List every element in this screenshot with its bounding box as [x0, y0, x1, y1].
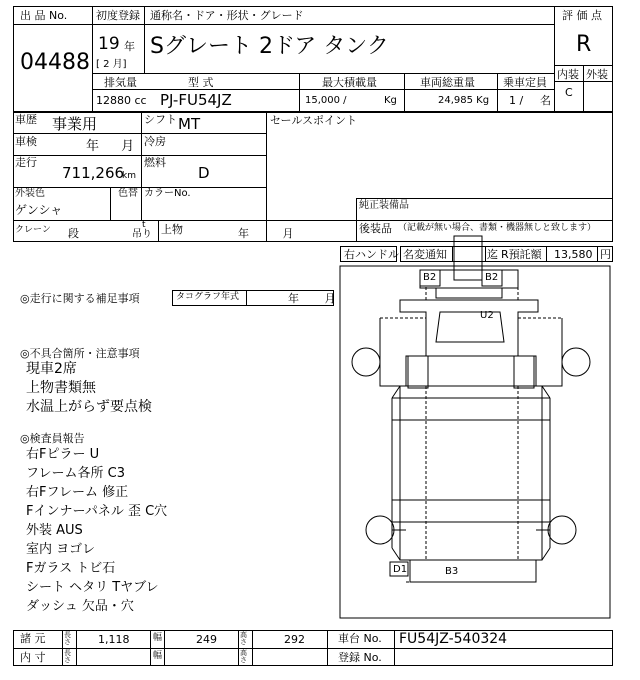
- gross-weight-label: 車両総重量: [420, 76, 475, 89]
- aftermarket-label: 後装品: [359, 222, 392, 235]
- interior-grade: C: [565, 86, 573, 99]
- chassis-label: 車台 No.: [338, 632, 382, 645]
- supplement-title: ◎走行に関する補足事項: [20, 292, 140, 305]
- color-change-label: 色替: [118, 188, 138, 199]
- crane-stage: 段: [68, 227, 79, 240]
- height-value: 292: [284, 633, 305, 646]
- gross-weight-value: 24,985 Kg: [438, 95, 490, 106]
- vehicle-name: Sグレート 2ドア タンク: [150, 34, 389, 59]
- displacement-value: 12880 cc: [96, 94, 147, 107]
- reg-label: 登録 No.: [338, 651, 382, 664]
- interior-size-label: 内 寸: [20, 651, 46, 664]
- ext-color-value: ゲンシャ: [15, 203, 63, 217]
- spec-label: 諸 元: [20, 632, 46, 645]
- shift-label: シフト: [144, 113, 177, 126]
- capacity-unit: 名: [540, 94, 551, 107]
- inspector-item: シート ヘタリ Tヤブレ: [26, 580, 159, 595]
- inspection-label: 車検: [15, 135, 37, 148]
- model-label: 通称名・ドア・形状・グレード: [150, 9, 304, 22]
- inspector-item: フレーム各所 C3: [26, 466, 125, 481]
- lot-label: 出 品 No.: [20, 9, 68, 22]
- crane-label: クレーン: [15, 225, 51, 235]
- length-label-2: 長さ: [64, 649, 71, 664]
- inspector-item: 外装 AUS: [26, 523, 83, 538]
- ac-label: 冷房: [144, 135, 166, 148]
- mileage-value: 711,266: [62, 164, 125, 182]
- history-value: 事業用: [52, 115, 98, 133]
- defects-title: ◎不具合箇所・注意事項: [20, 347, 140, 360]
- reg-year: 19: [98, 34, 120, 54]
- dot-label: 迄: [487, 248, 498, 261]
- length-value: 1,118: [98, 633, 130, 646]
- odometer-value: 13,580: [554, 248, 593, 261]
- mark-b2-left: B2: [423, 272, 437, 283]
- defects-item: 現車2席: [26, 361, 77, 377]
- interior-label: 内装: [557, 68, 579, 81]
- reg-month: [ 2 月]: [96, 59, 127, 70]
- exterior-label: 外装: [586, 68, 608, 81]
- fuel-value: D: [198, 164, 210, 182]
- inspector-item: Fガラス トビ石: [26, 561, 116, 576]
- crane-ton: t: [142, 220, 146, 230]
- steering-flag: 右ハンドル: [344, 248, 399, 261]
- overall-grade: R: [576, 32, 592, 57]
- displacement-label: 排気量: [104, 76, 137, 89]
- sales-point-label: セールスポイント: [270, 114, 358, 127]
- max-load-unit: Kg: [384, 95, 397, 106]
- history-label: 車歴: [15, 113, 37, 126]
- inspector-item: 右Fピラー U: [26, 447, 100, 462]
- first-reg-label: 初度登録: [96, 9, 140, 22]
- odometer-label: R預託額: [501, 248, 542, 261]
- model-code-value: PJ-FU54JZ: [160, 91, 232, 109]
- fuel-label: 燃料: [144, 156, 166, 169]
- inspector-item: ダッシュ 欠品・穴: [26, 599, 134, 614]
- width-label-2: 幅: [153, 651, 163, 661]
- defects-item: 水温上がらず要点検: [26, 399, 152, 415]
- shift-value: MT: [178, 115, 201, 133]
- length-label: 長さ: [64, 631, 71, 646]
- height-label: 高さ: [240, 631, 247, 646]
- max-load-label: 最大積載量: [322, 76, 377, 89]
- crane-hook: 吊り: [132, 229, 152, 240]
- max-load-value: 15,000 /: [305, 95, 347, 106]
- capacity-value: 1 /: [509, 94, 524, 107]
- tachograph-date: 年 月: [288, 292, 336, 305]
- color-no-label: カラーNo.: [144, 188, 191, 199]
- chassis-number: FU54JZ-540324: [399, 631, 508, 647]
- grade-label: 評 価 点: [562, 9, 602, 22]
- capacity-label: 乗車定員: [503, 76, 547, 89]
- mark-d1: D1: [393, 564, 408, 575]
- reg-year-unit: 年: [124, 40, 135, 53]
- model-code-label: 型 式: [188, 76, 214, 89]
- upper-date: 年 月: [238, 227, 294, 240]
- inspector-item: Fインナーパネル 歪 C穴: [26, 504, 168, 519]
- width-label: 幅: [153, 633, 163, 643]
- mileage-label: 走行: [15, 156, 37, 169]
- mileage-unit: km: [122, 171, 136, 181]
- name-change-label: 名変通知: [403, 248, 447, 261]
- lot-number: 04488: [20, 50, 90, 75]
- width-value: 249: [196, 633, 217, 646]
- equipment-label: 純正装備品: [359, 200, 409, 211]
- height-label-2: 高さ: [240, 649, 247, 664]
- mark-u2: U2: [480, 310, 494, 321]
- upper-label: 上物: [161, 223, 183, 236]
- inspector-title: ◎検査員報告: [20, 432, 85, 445]
- yen-label: 円: [600, 248, 611, 261]
- inspection-value: 年 月: [86, 139, 135, 154]
- ext-color-label: 外装色: [15, 188, 45, 199]
- tachograph-label: タコグラフ年式: [176, 292, 240, 302]
- aftermarket-note: （記載が無い場合、書類・機器無しと致します）: [398, 223, 597, 233]
- inspector-item: 室内 ヨゴレ: [26, 542, 96, 557]
- mark-b3: B3: [445, 566, 459, 577]
- inspector-item: 右Fフレーム 修正: [26, 485, 129, 500]
- mark-b2-right: B2: [485, 272, 499, 283]
- defects-item: 上物書類無: [26, 380, 96, 396]
